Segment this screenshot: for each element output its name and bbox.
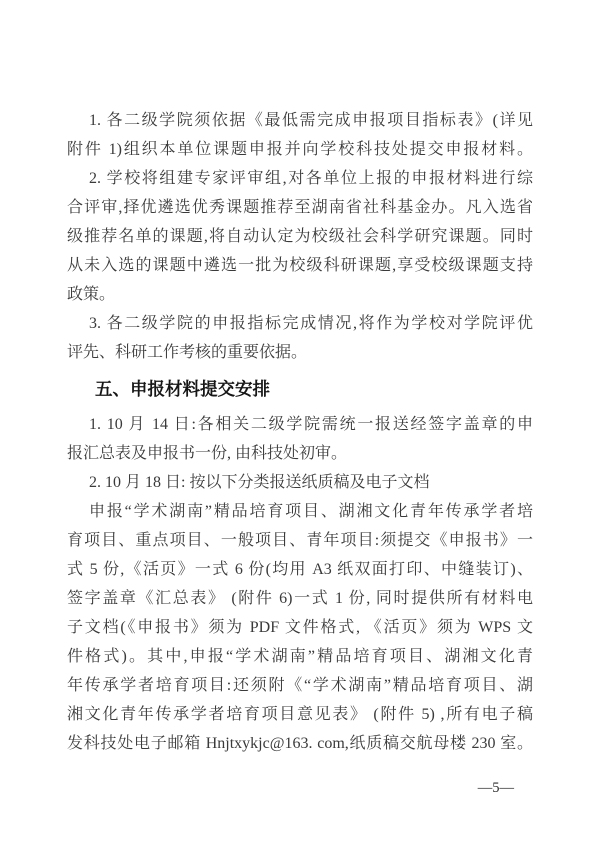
paragraph-line: 评先、科研工作考核的重要依据。 [67,344,308,361]
paragraph-line: 申报“学术湖南”精品培育项目、湖湘文化青年传承学者培 [89,503,533,520]
paragraph-line: 2. 学校将组建专家评审组,对各单位上报的申报材料进行综 [89,170,533,187]
paragraph-line: 1. 10 月 14 日:各相关二级学院需统一报送经签字盖章的申 [89,416,533,433]
paragraph-line: 附件 1)组织本单位课题申报并向学校科技处提交申报材料。 [67,141,533,158]
paragraph-line: 报汇总表及申报书一份, 由科技处初审。 [67,445,348,462]
paragraph-line: 育项目、重点项目、一般项目、青年项目:须提交《申报书》一 [67,532,533,549]
paragraph-line: 3. 各二级学院的申报指标完成情况,将作为学校对学院评优 [89,315,533,332]
paragraph-line: 合评审,择优遴选优秀课题推荐至湖南省社科基金办。凡入选省 [67,199,533,216]
paragraph-line: 政策。 [67,286,116,303]
paragraph-line: 子文档(《申报书》须为 PDF 文件格式, 《活页》须为 WPS 文 [67,619,533,636]
paragraph-line: 级推荐名单的课题,将自动认定为校级社会科学研究课题。同时 [67,228,533,245]
page-number: —5— [477,780,514,796]
paragraph-line: 件格式)。其中,申报“学术湖南”精品培育项目、湖湘文化青 [67,648,533,665]
paragraph-line: 1. 各二级学院须依据《最低需完成申报项目指标表》(详见 [89,112,533,129]
paragraph-line: 从未入选的课题中遴选一批为校级科研课题,享受校级课题支持 [67,257,533,274]
paragraph-line: 发科技处电子邮箱 Hnjtxykjc@163. com,纸质稿交航母楼 230 室。 [67,735,533,752]
document-body [67,106,533,758]
paragraph-line: 年传承学者培育项目:还须附《“学术湖南”精品培育项目、湖 [67,677,533,694]
section-heading: 五、申报材料提交安排 [95,379,270,399]
paragraph-line: 式 5 份,《活页》一式 6 份(均用 A3 纸双面打印、中缝装订)、 [67,561,533,578]
paragraph-line: 签字盖章《汇总表》 (附件 6)一式 1 份, 同时提供所有材料电 [67,590,533,607]
paragraph-line: 湘文化青年传承学者培育项目意见表》 (附件 5) ,所有电子稿 [67,706,533,723]
paragraph-line: 2. 10 月 18 日: 按以下分类报送纸质稿及电子文档 [89,474,430,491]
